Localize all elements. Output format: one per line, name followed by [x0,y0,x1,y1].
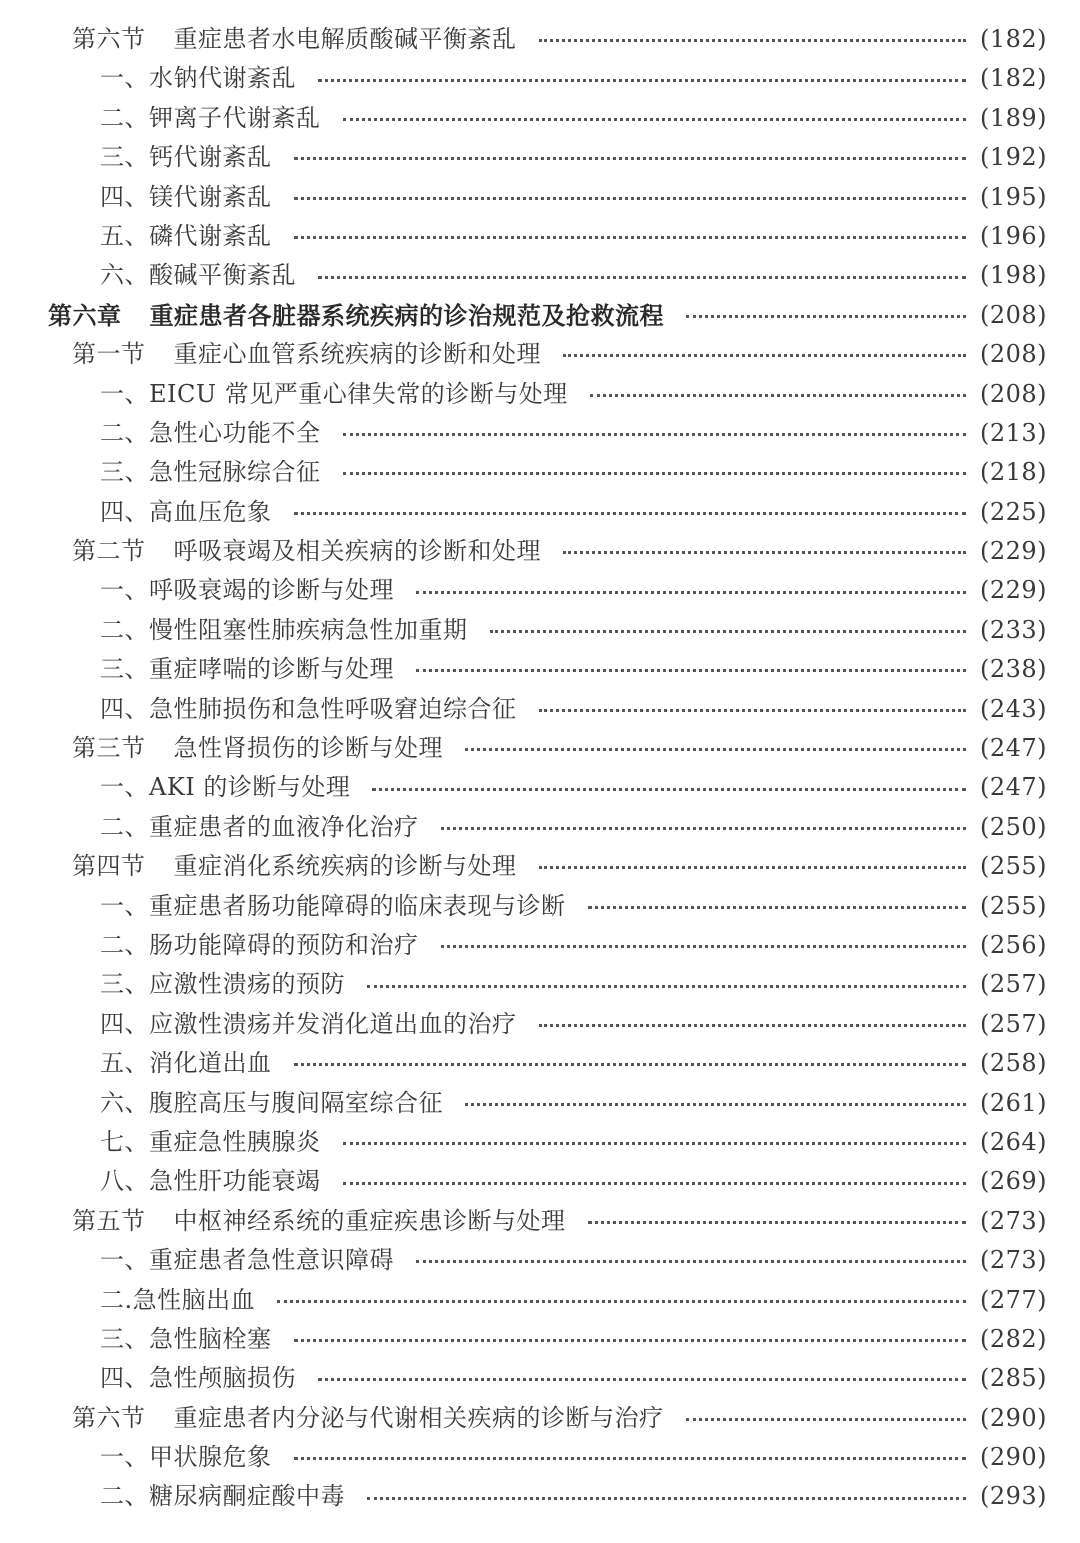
toc-entry-number: 四、 [100,497,149,526]
toc-entry-text: 肠功能障碍的预防和治疗 [149,930,419,959]
toc-entry-title [100,965,345,1004]
toc-section-row [0,20,1080,59]
toc-item-row [0,1084,1080,1123]
toc-entry-number: 三、 [100,143,149,172]
toc-entry-text: 水钠代谢紊乱 [149,64,296,93]
toc-entry-number: 二、 [100,615,149,644]
toc-entry-text: 重症患者急性意识障碍 [149,1246,394,1275]
toc-entry-number: 一、 [100,576,149,605]
toc-entry-number: 一、 [100,1443,149,1472]
toc-page-number: (277) [980,1285,1048,1314]
toc-page-number: (273) [980,1246,1048,1275]
toc-entry-title [100,1005,517,1044]
toc-entry-text: 糖尿病酮症酸中毒 [149,1482,345,1511]
toc-section-row [0,1202,1080,1241]
toc-entry-number: 六、 [100,261,149,290]
toc-entry-text: 重症患者的血液净化治疗 [149,812,419,841]
toc-entry-title [100,256,296,295]
toc-entry-title [100,1281,255,1320]
toc-entry-number: 第三节 [72,734,146,763]
toc-page-number: (255) [980,852,1048,881]
dot-leader [367,985,966,988]
toc-entry-text: 高血压危象 [149,497,272,526]
dot-leader [294,1063,967,1066]
dot-leader [294,1339,967,1342]
toc-entry-number: 第五节 [72,1206,146,1235]
toc-entry-title [100,453,321,492]
dot-leader [590,394,966,397]
toc-entry-title [100,571,394,610]
toc-chapter-row [0,296,1080,335]
dot-leader [539,866,967,869]
dot-leader [294,236,967,239]
toc-item-row [0,571,1080,610]
toc-entry-title [72,532,541,571]
toc-entry-text: 钙代谢紊乱 [149,143,272,172]
toc-entry-number: 二、 [100,103,149,132]
toc-entry-text: 急性肺损伤和急性呼吸窘迫综合征 [149,694,517,723]
dot-leader [318,79,966,82]
dot-leader [490,630,967,633]
toc-page-number: (290) [980,1403,1048,1432]
toc-entry-title [100,768,350,807]
toc-entry-title [100,1359,296,1398]
toc-entry-number: 一、 [100,1246,149,1275]
dot-leader [416,1260,966,1263]
toc-entry-text: 甲状腺危象 [149,1443,272,1472]
toc-section-row [0,1399,1080,1438]
toc-item-row [0,178,1080,217]
toc-entry-text: AKI 的诊断与处理 [149,773,351,802]
toc-entry-title [100,59,296,98]
toc-entry-text: 镁代谢紊乱 [149,182,272,211]
toc-entry-text: 消化道出血 [149,1049,272,1078]
toc-entry-number: 四、 [100,1364,149,1393]
toc-entry-text: 呼吸衰竭及相关疾病的诊断和处理 [173,537,541,566]
dot-leader [686,315,966,318]
toc-entry-number: 二、 [100,930,149,959]
toc-entry-title [100,1123,321,1162]
toc-entry-title [100,1320,272,1359]
toc-section-row [0,729,1080,768]
toc-page-number: (250) [980,812,1048,841]
toc-entry-title [100,138,272,177]
toc-page-number: (247) [980,734,1048,763]
toc-item-row [0,1281,1080,1320]
toc-entry-text: 应激性溃疡的预防 [149,970,345,999]
dot-leader [372,788,966,791]
toc-page-number: (285) [980,1364,1048,1393]
dot-leader [294,197,967,200]
toc-page-number: (257) [980,970,1048,999]
toc-item-row [0,256,1080,295]
toc-item-row [0,1320,1080,1359]
toc-entry-number: 五、 [100,221,149,250]
toc-entry-number: 八、 [100,1167,149,1196]
toc-item-row [0,1241,1080,1280]
toc-item-row [0,1044,1080,1083]
toc-entry-number: 第六节 [72,25,146,53]
toc-page-number: (208) [980,379,1048,408]
toc-item-row [0,414,1080,453]
toc-entry-title [100,375,568,414]
dot-leader [343,433,967,436]
dot-leader [343,1182,967,1185]
toc-entry-text: 腹腔高压与腹间隔室综合征 [149,1088,443,1117]
toc-section-row [0,532,1080,571]
toc-entry-title [48,296,664,335]
toc-entry-title [72,729,443,768]
toc-entry-title [72,1202,566,1241]
dot-leader [416,669,966,672]
dot-leader [441,945,967,948]
toc-item-row [0,217,1080,256]
toc-page-number: (293) [980,1482,1048,1511]
toc-item-row [0,99,1080,138]
toc-entry-number: 第六章 [48,300,122,330]
toc-entry-text: 中枢神经系统的重症疾患诊断与处理 [173,1206,566,1235]
toc-entry-text: 急性脑栓塞 [149,1324,272,1353]
toc-entry-number: 三、 [100,1324,149,1353]
toc-entry-title [100,650,394,689]
toc-entry-number: 二、 [100,418,149,447]
toc-entry-title [100,1438,272,1477]
toc-item-row [0,375,1080,414]
dot-leader [465,1103,966,1106]
toc-entry-number: 三、 [100,655,149,684]
dot-leader [343,1142,967,1145]
toc-item-row [0,59,1080,98]
toc-entry-title [100,611,468,650]
toc-item-row [0,493,1080,532]
toc-entry-text: 磷代谢紊乱 [149,221,272,250]
toc-page-number: (189) [980,103,1048,132]
toc-item-row [0,926,1080,965]
toc-page-number: (264) [980,1127,1048,1156]
dot-leader [441,827,967,830]
toc-item-row [0,1477,1080,1516]
toc-entry-title [100,1162,321,1201]
toc-page-number: (282) [980,1324,1048,1353]
toc-entry-number: 一、 [100,773,149,802]
toc-page-number: (196) [980,221,1048,250]
toc-page-number: (182) [980,25,1048,53]
toc-entry-title [100,887,566,926]
toc-entry-title [100,926,419,965]
toc-page-number: (229) [980,537,1048,566]
toc-page-number: (257) [980,1009,1048,1038]
toc-entry-text: 重症心血管系统疾病的诊断和处理 [173,340,541,369]
toc-entry-text: 重症患者内分泌与代谢相关疾病的诊断与治疗 [173,1403,664,1432]
dot-leader [294,1457,967,1460]
toc-page-number: (261) [980,1088,1048,1117]
toc-entry-text: 重症急性胰腺炎 [149,1127,321,1156]
toc-entry-text: 急性冠脉综合征 [149,458,321,487]
toc-page-number: (258) [980,1049,1048,1078]
toc-entry-number: 三、 [100,970,149,999]
toc-page-number: (218) [980,458,1048,487]
toc-page-number: (225) [980,497,1048,526]
toc-item-row [0,768,1080,807]
toc-entry-text: 急性颅脑损伤 [149,1364,296,1393]
toc-entry-text: 急性心功能不全 [149,418,321,447]
toc-entry-text: 重症患者肠功能障碍的临床表现与诊断 [149,891,566,920]
toc-page-number: (255) [980,891,1048,920]
toc-entry-title [72,847,517,886]
toc-page-number: (192) [980,143,1048,172]
toc-entry-text: 重症患者水电解质酸碱平衡紊乱 [173,25,517,53]
toc-page-number: (182) [980,64,1048,93]
dot-leader [539,1024,967,1027]
toc-entry-title [100,1044,272,1083]
toc-item-row [0,1359,1080,1398]
toc-page-number: (238) [980,655,1048,684]
toc-item-row [0,808,1080,847]
toc-page-number: (198) [980,261,1048,290]
toc-item-row [0,690,1080,729]
toc-entry-number: 一、 [100,379,149,408]
toc-entry-text: 钾离子代谢紊乱 [149,103,321,132]
toc-entry-number: 二、 [100,812,149,841]
toc-entry-number: 四、 [100,694,149,723]
toc-entry-number: 五、 [100,1049,149,1078]
toc-item-row [0,1162,1080,1201]
toc-entry-text: 重症患者各脏器系统疾病的诊治规范及抢救流程 [149,300,664,330]
toc-item-row [0,1123,1080,1162]
toc-entry-title [72,335,541,374]
toc-entry-title [100,99,321,138]
toc-page-number: (229) [980,576,1048,605]
toc-page-number: (290) [980,1443,1048,1472]
toc-entry-title [72,1399,664,1438]
dot-leader [416,591,966,594]
toc-entry-number: 四、 [100,182,149,211]
toc-entry-text: 急性肾损伤的诊断与处理 [173,734,443,763]
toc-entry-text: 重症消化系统疾病的诊断与处理 [173,852,517,881]
toc-entry-number: 二. [100,1285,133,1314]
toc-page-number: (269) [980,1167,1048,1196]
dot-leader [367,1497,966,1500]
toc-entry-text: 应激性溃疡并发消化道出血的治疗 [149,1009,517,1038]
toc-entry-title [100,690,517,729]
toc-entry-text: 重症哮喘的诊断与处理 [149,655,394,684]
toc-item-row [0,1438,1080,1477]
toc-entry-text: 急性脑出血 [132,1285,256,1314]
toc-entry-number: 二、 [100,1482,149,1511]
dot-leader [588,1221,967,1224]
dot-leader [277,1300,966,1303]
toc-entry-text: 酸碱平衡紊乱 [149,261,296,290]
toc-item-row [0,611,1080,650]
toc-entry-title [100,1477,345,1516]
toc-entry-title [100,414,321,453]
toc-item-row [0,887,1080,926]
dot-leader [294,157,967,160]
toc-entry-text: 呼吸衰竭的诊断与处理 [149,576,394,605]
toc-item-row [0,1005,1080,1044]
toc-page-number: (233) [980,615,1048,644]
toc-entry-number: 一、 [100,891,149,920]
dot-leader [318,276,966,279]
toc-section-row [0,847,1080,886]
toc-section-row [0,335,1080,374]
toc-entry-title [100,1241,394,1280]
toc-entry-number: 三、 [100,458,149,487]
toc-entry-text: 急性肝功能衰竭 [149,1167,321,1196]
dot-leader [294,512,967,515]
dot-leader [563,551,966,554]
toc-entry-number: 六、 [100,1088,149,1117]
toc-page-number: (247) [980,773,1048,802]
toc-page-number: (208) [980,340,1048,369]
dot-leader [539,709,967,712]
dot-leader [686,1418,967,1421]
toc-entry-text: 慢性阻塞性肺疾病急性加重期 [149,615,468,644]
toc-page-number: (273) [980,1206,1048,1235]
toc-entry-text: EICU 常见严重心律失常的诊断与处理 [149,379,568,408]
toc-item-row [0,965,1080,1004]
toc-entry-number: 第六节 [72,1403,146,1432]
toc-entry-title [100,493,272,532]
toc-page-number: (213) [980,418,1048,447]
toc-item-row [0,453,1080,492]
dot-leader [343,118,967,121]
dot-leader [343,472,967,475]
toc-entry-title [100,178,272,217]
dot-leader [465,748,966,751]
toc-entry-title [100,217,272,256]
table-of-contents [0,20,1080,1517]
toc-entry-number: 第四节 [72,852,146,881]
dot-leader [318,1378,966,1381]
toc-page-number: (195) [980,182,1048,211]
dot-leader [588,906,967,909]
toc-item-row [0,138,1080,177]
toc-item-row [0,650,1080,689]
toc-entry-title [100,808,419,847]
toc-entry-number: 第一节 [72,340,146,369]
dot-leader [563,354,966,357]
toc-entry-title [100,1084,443,1123]
toc-page-number: (256) [980,930,1048,959]
toc-entry-number: 第二节 [72,537,146,566]
toc-entry-number: 七、 [100,1127,149,1156]
toc-entry-number: 四、 [100,1009,149,1038]
dot-leader [539,39,967,42]
toc-page-number: (243) [980,694,1048,723]
toc-entry-number: 一、 [100,64,149,93]
toc-page-number: (208) [980,300,1048,329]
toc-entry-title [72,20,517,59]
